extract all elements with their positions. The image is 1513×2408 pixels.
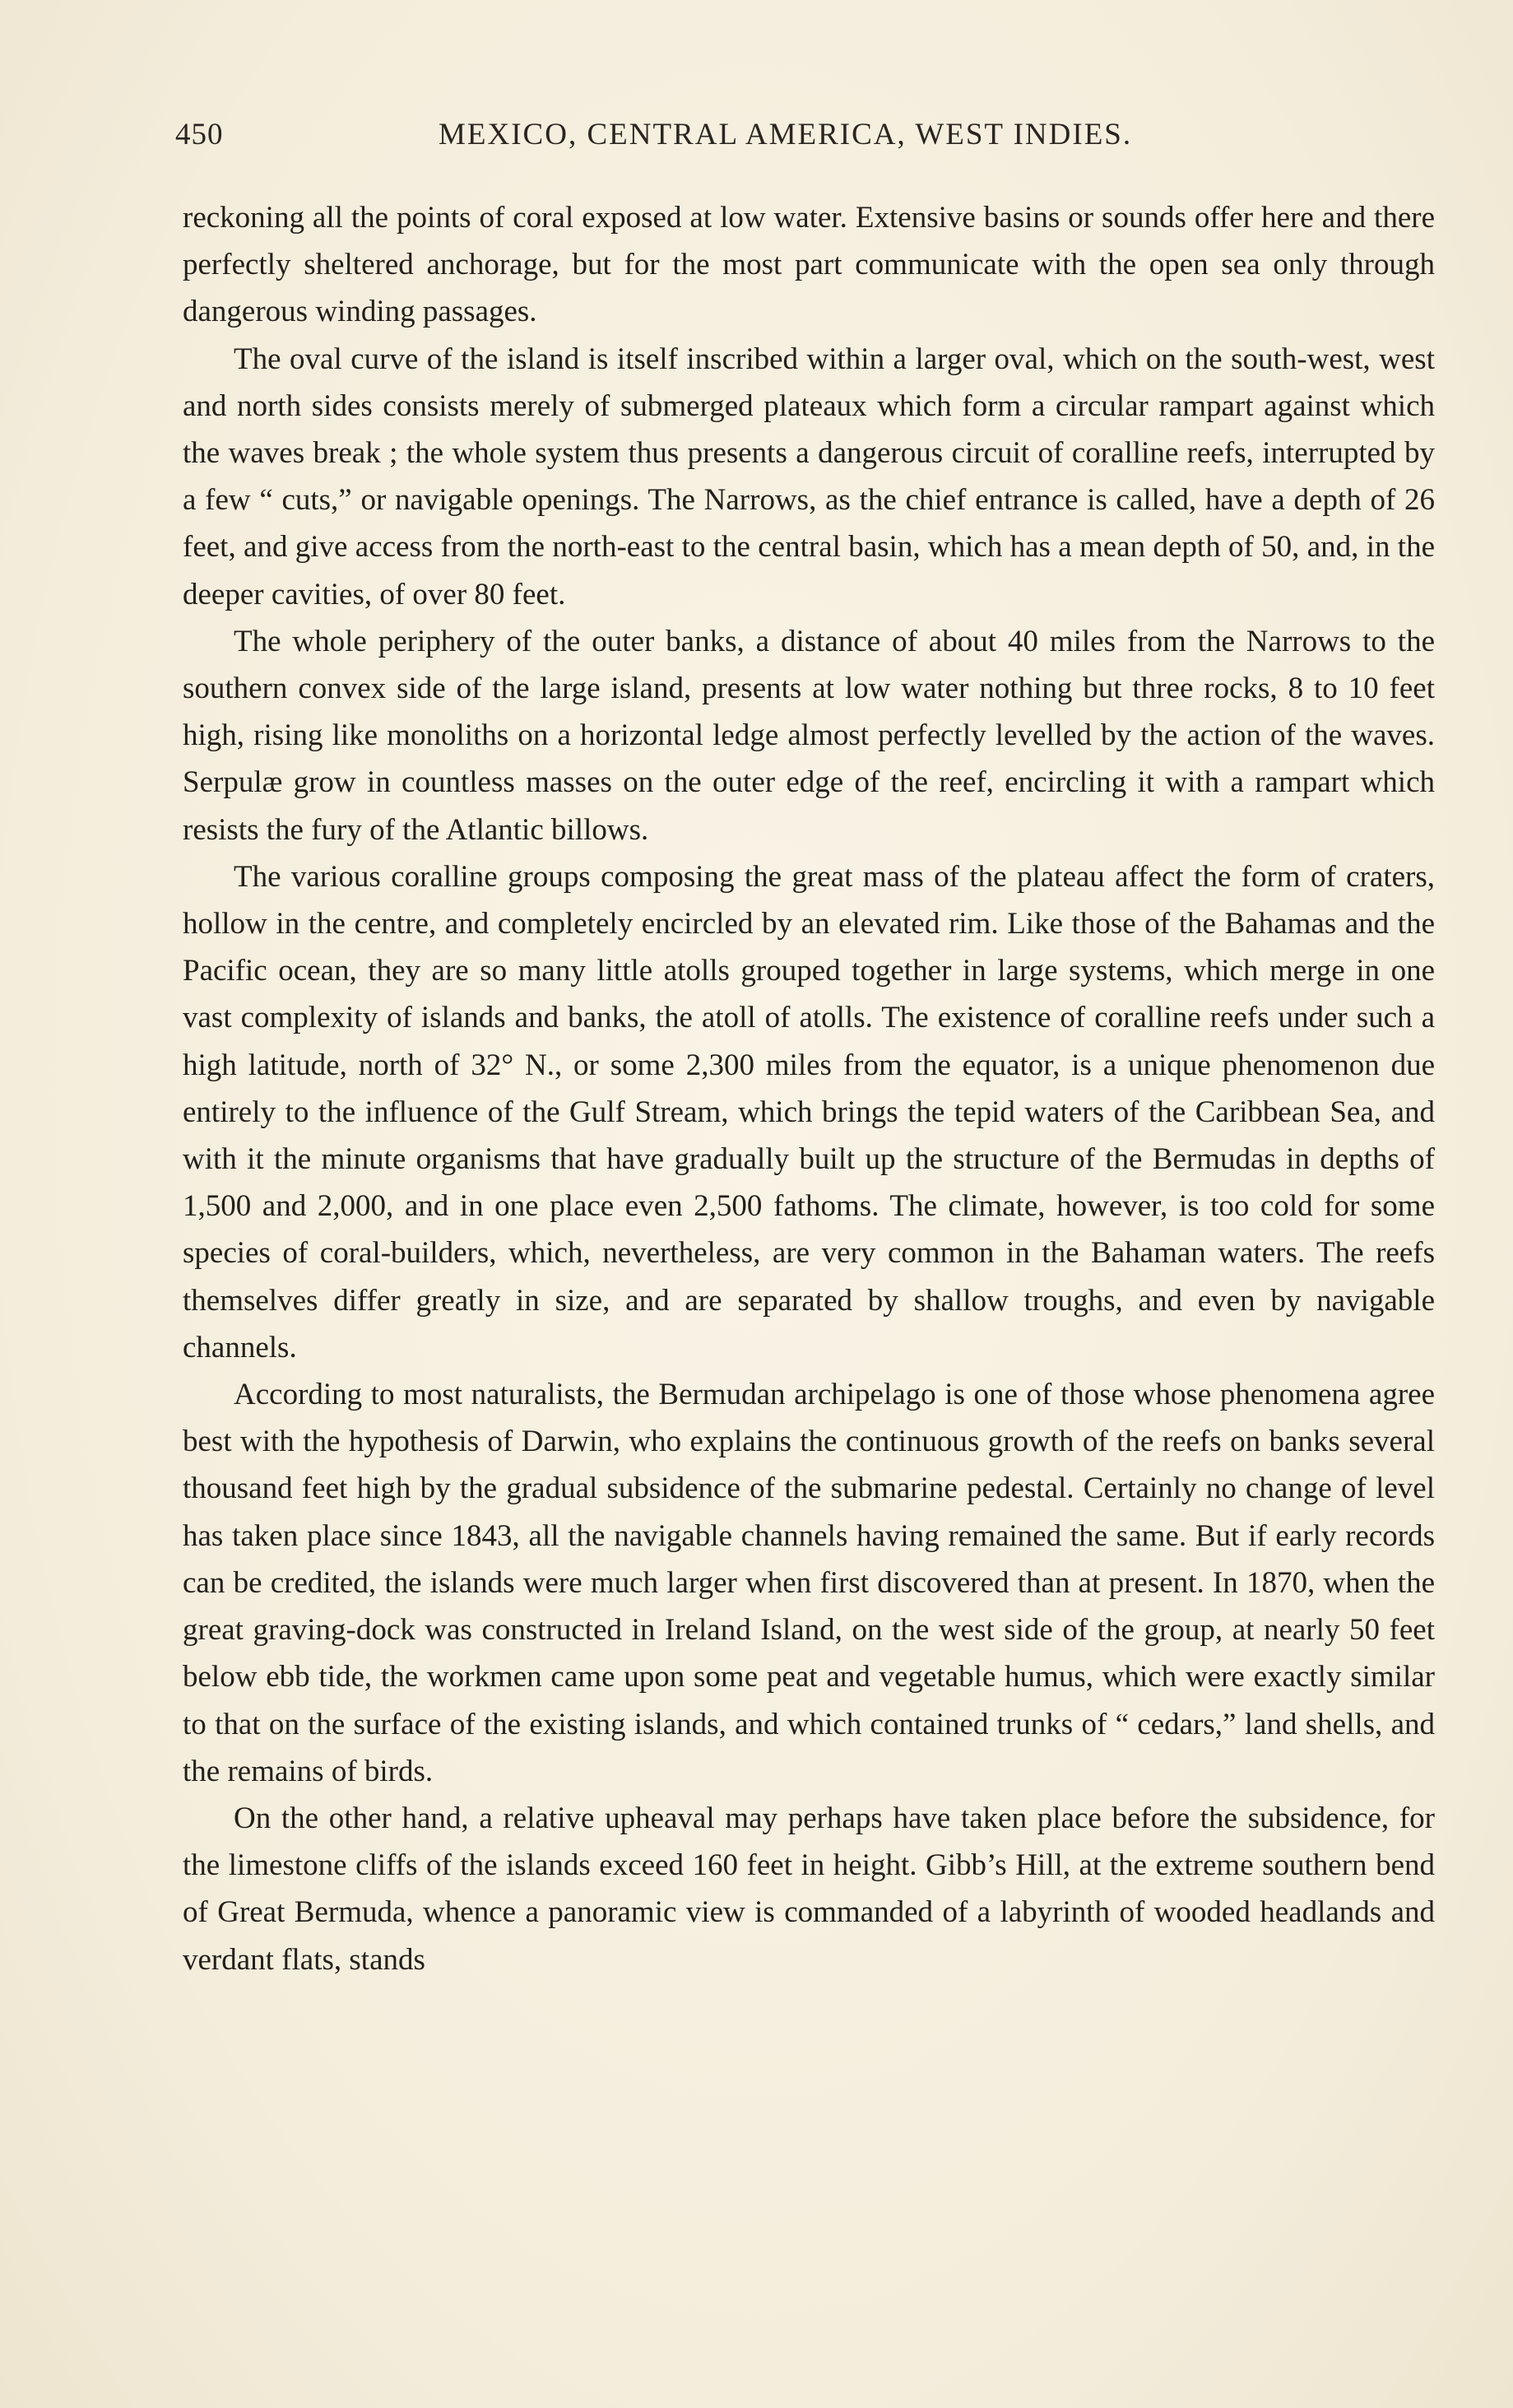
paragraph-coralline-groups: The various coralline groups composing the great mass of the plateau affect the form of craters, hollow in the centre, and completely encircled by an elevated rim. Like those of the Bahamas and the Pacific ocean, they are so many little atolls grouped together in large systems, which merge in one vast complexity of islands and banks, the atoll of atolls. The existence of coralline reefs under such a high latitude, north of 32° N., or some 2,300 miles from the equator, is a unique phenomenon due entirely to the influence of the Gulf Stream, which brings the tepid waters of the Caribbean Sea, and with it the minute organisms that have gradually built up the structure of the Bermudas in depths of 1,500 and 2,000, and in one place even 2,500 fathoms. The climate, however, is too cold for some species of coral-builders, which, nevertheless, are very common in the Bahaman waters. The reefs themselves differ greatly in size, and are separated by shallow troughs, and even by navigable channels.	[183, 859, 1435, 1364]
running-title: MEXICO, CENTRAL AMERICA, WEST INDIES.	[439, 118, 1133, 151]
paragraph-outer-banks: The whole periphery of the outer banks, a distance of about 40 miles from the Narrows to the southern convex side of the large island, presents at low water nothing but three rocks, 8 to 10 feet high, rising like monoliths on a horizontal ledge almost perfectly levelled by the action of the waves. Serpulæ grow in countless masses on the outer edge of the reef, encircling it with a rampart which resists the fury of the Atlantic billows.	[183, 624, 1435, 847]
paragraph-oval-curve: The oval curve of the island is itself inscribed within a larger oval, which on the south-west, west and north sides consists merely of submerged plateaux which form a circular rampart against which the waves break ; the whole system thus presents a dangerous circuit of coralline reefs, interrupted by a few “ cuts,” or navigable openings. The Narrows, as the chief entrance is called, have a depth of 26 feet, and give access from the north-east to the central basin, which has a mean depth of 50, and, in the deeper cavities, of over 80 feet.	[183, 342, 1435, 611]
body-text	[183, 194, 1435, 1983]
paragraph-continued: reckoning all the points of coral exposed at low water. Extensive basins or sounds offer here and there perfectly sheltered anchorage, but for the most part communicate with the open sea only through dangerous winding passages.	[183, 201, 1435, 329]
page-number: 450	[175, 118, 224, 151]
running-head	[175, 117, 1434, 166]
paragraph-upheaval: On the other hand, a relative upheaval may perhaps have taken place before the subsidence, for the limestone cliffs of the islands exceed 160 feet in height. Gibb’s Hill, at the extreme southern bend of Great Bermuda, whence a panoramic view is commanded of a labyrinth of wooded headlands and verdant flats, stands	[183, 1801, 1435, 1977]
paragraph-darwin-hypothesis: According to most naturalists, the Bermudan archipelago is one of those whose phenomena agree best with the hypothesis of Darwin, who explains the continuous growth of the reefs on banks several thousand feet high by the gradual subsidence of the submarine pedestal. Certainly no change of level has taken place since 1843, all the navigable channels having remained the same. But if early records can be credited, the islands were much larger when first discovered than at present. In 1870, when the great graving-dock was constructed in Ireland Island, on the west side of the group, at nearly 50 feet below ebb tide, the workmen came upon some peat and vegetable humus, which were exactly similar to that on the surface of the existing islands, and which contained trunks of “ cedars,” land shells, and the remains of birds.	[183, 1378, 1435, 1788]
